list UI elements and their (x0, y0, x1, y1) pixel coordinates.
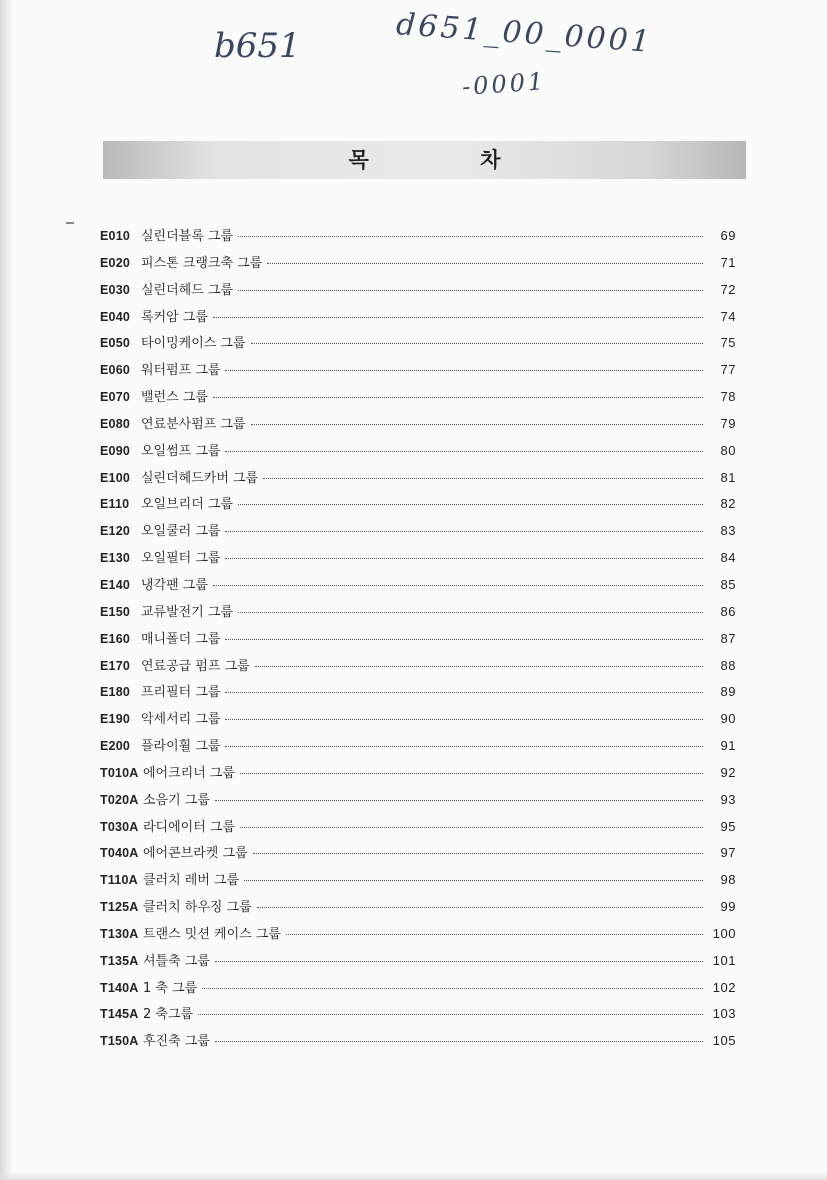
toc-entry-code: T020A (100, 792, 139, 807)
toc-entry-title: 오일쿨러 그룹 (141, 524, 221, 540)
toc-entry-page: 103 (712, 1006, 736, 1022)
dot-leader (225, 745, 703, 747)
toc-entry-code: T010A (100, 765, 139, 780)
toc-entry-code: E090 (100, 443, 130, 458)
toc-entry-page: 91 (720, 738, 736, 754)
dot-leader (251, 342, 703, 344)
toc-entry-code: E050 (100, 336, 130, 351)
table-of-contents (100, 225, 736, 1057)
toc-entry-code: E070 (100, 390, 130, 405)
toc-entry-code: E140 (100, 577, 130, 592)
toc-entry-page: 82 (720, 496, 736, 512)
toc-entry-title: 트랜스 밋션 케이스 그룹 (143, 926, 281, 942)
toc-entry-title: 클러치 레버 그룹 (143, 873, 240, 889)
toc-entry-page: 101 (712, 952, 736, 968)
toc-entry-code: T140A (100, 980, 139, 995)
toc-entry-title: 2 축그룹 (143, 1007, 194, 1023)
dot-leader (213, 584, 703, 586)
toc-entry-page: 81 (720, 469, 736, 485)
toc-entry-title: 록커암 그룹 (141, 309, 208, 325)
toc-entry-code: T110A (100, 873, 138, 888)
dot-leader (198, 1013, 703, 1015)
toc-entry-title: 매니폴더 그룹 (141, 631, 221, 647)
toc-entry-page: 88 (720, 657, 736, 673)
toc-entry-title: 후진축 그룹 (143, 1034, 210, 1050)
dot-leader (202, 987, 703, 989)
toc-entry-title: 냉각팬 그룹 (141, 577, 208, 593)
toc-entry[interactable] (100, 252, 736, 279)
handwritten-doc-number: d651_00_0001 (395, 7, 654, 60)
toc-entry[interactable] (100, 413, 736, 440)
toc-entry-code: E110 (100, 497, 130, 512)
dot-leader (263, 477, 703, 479)
toc-entry-title: 클러치 하우징 그룹 (143, 900, 252, 916)
toc-entry-code: T125A (100, 900, 139, 915)
toc-entry-code: E060 (100, 363, 130, 378)
toc-entry[interactable] (100, 520, 736, 547)
toc-entry[interactable] (100, 601, 736, 628)
toc-entry-title: 악세서리 그룹 (141, 712, 221, 728)
toc-entry-code: T040A (100, 846, 139, 861)
toc-entry[interactable] (100, 869, 736, 896)
toc-entry-code: T145A (100, 1007, 139, 1022)
toc-entry-title: 셔틀축 그룹 (143, 953, 210, 969)
dot-leader (286, 933, 703, 935)
toc-entry-title: 타이밍케이스 그룹 (141, 336, 246, 352)
toc-entry-title: 실린더헤드카버 그룹 (141, 470, 259, 486)
toc-entry-title: 연료분사펌프 그룹 (141, 416, 246, 432)
toc-entry-code: E190 (100, 712, 130, 727)
toc-entry[interactable] (100, 628, 736, 655)
toc-entry-code: E020 (100, 255, 130, 270)
toc-entry-title: 실린더헤드 그룹 (141, 282, 234, 298)
toc-entry-title: 라디에이터 그룹 (143, 819, 236, 835)
toc-entry-page: 93 (720, 791, 736, 807)
toc-entry-page: 80 (720, 442, 736, 458)
toc-entry-title: 실린더블록 그룹 (141, 229, 234, 244)
toc-entry[interactable] (100, 708, 736, 735)
toc-entry-title: 프리필터 그룹 (141, 685, 221, 701)
toc-entry[interactable] (100, 977, 736, 1004)
toc-entry[interactable] (100, 681, 736, 708)
toc-entry[interactable] (100, 279, 736, 306)
toc-entry-page: 71 (720, 254, 736, 270)
dot-leader (238, 289, 703, 291)
toc-entry[interactable] (100, 950, 736, 977)
toc-entry-page: 79 (720, 415, 736, 431)
toc-entry-page: 89 (720, 684, 736, 700)
toc-entry-code: E010 (100, 229, 130, 243)
toc-entry-page: 74 (720, 308, 736, 324)
toc-entry-page: 105 (712, 1033, 736, 1049)
dot-leader (238, 235, 703, 237)
toc-entry-page: 83 (720, 523, 736, 539)
toc-entry[interactable] (100, 225, 736, 252)
toc-title-bar (103, 141, 746, 179)
toc-entry-title: 연료공급 펌프 그룹 (141, 658, 250, 674)
toc-entry-page: 90 (720, 711, 736, 727)
toc-entry[interactable] (100, 1030, 736, 1057)
toc-entry-title: 피스톤 크랭크축 그룹 (141, 255, 263, 271)
toc-entry-page: 75 (720, 335, 736, 351)
dot-leader (267, 262, 703, 264)
scan-edge-shadow (0, 0, 14, 1180)
toc-entry[interactable] (100, 655, 736, 682)
toc-entry-title: 에어콘브라켓 그룹 (143, 846, 248, 862)
dot-leader (225, 638, 703, 640)
dot-leader (225, 557, 703, 559)
toc-entry-page: 102 (712, 979, 736, 995)
dot-leader (213, 316, 703, 318)
toc-entry[interactable] (100, 359, 736, 386)
toc-entry[interactable] (100, 440, 736, 467)
toc-entry-page: 72 (720, 281, 736, 297)
toc-entry-title: 오일썸프 그룹 (141, 443, 221, 459)
toc-entry-code: E080 (100, 416, 130, 431)
toc-entry-code: E150 (100, 604, 130, 619)
dot-leader (215, 960, 703, 962)
dot-leader (251, 423, 703, 425)
dot-leader (225, 369, 703, 371)
toc-entry-code: T030A (100, 819, 139, 834)
toc-entry-title: 교류발전기 그룹 (141, 604, 234, 620)
toc-entry-code: E030 (100, 282, 130, 297)
toc-entry-title: 플라이휠 그룹 (141, 739, 221, 755)
toc-entry-code: E130 (100, 551, 130, 566)
dot-leader (213, 396, 703, 398)
toc-entry-code: E100 (100, 470, 130, 485)
toc-entry[interactable] (100, 493, 736, 520)
toc-entry-title: 워터펌프 그룹 (141, 363, 221, 379)
toc-entry-page: 69 (720, 228, 736, 243)
dot-leader (238, 503, 703, 505)
toc-entry-title: 소음기 그룹 (143, 792, 210, 808)
handwritten-note: b651 (214, 26, 301, 66)
toc-entry-code: E120 (100, 524, 130, 539)
dot-leader (225, 450, 703, 452)
dot-leader (244, 879, 703, 881)
toc-entry-page: 98 (720, 872, 736, 888)
page-title: 목 차 (348, 148, 553, 172)
toc-entry-code: E200 (100, 739, 130, 754)
toc-entry-code: E160 (100, 631, 130, 646)
toc-entry[interactable] (100, 923, 736, 950)
handwritten-sub-number: -0001 (461, 67, 548, 101)
toc-entry-code: E170 (100, 658, 130, 673)
dot-leader (253, 852, 703, 854)
toc-entry[interactable] (100, 842, 736, 869)
toc-entry-page: 100 (712, 925, 736, 941)
toc-entry-code: E040 (100, 309, 130, 324)
toc-entry[interactable] (100, 1003, 736, 1030)
dot-leader (215, 1040, 703, 1042)
toc-entry-page: 86 (720, 603, 736, 619)
toc-entry-page: 97 (720, 845, 736, 861)
toc-entry-title: 에어크리너 그룹 (143, 765, 236, 781)
toc-entry[interactable] (100, 467, 736, 494)
toc-entry[interactable] (100, 386, 736, 413)
toc-entry[interactable] (100, 762, 736, 789)
margin-mark (66, 222, 74, 224)
toc-entry-title: 밸런스 그룹 (141, 390, 208, 406)
toc-entry[interactable] (100, 735, 736, 762)
toc-entry-code: T135A (100, 953, 139, 968)
toc-entry[interactable] (100, 332, 736, 359)
toc-entry[interactable] (100, 306, 736, 333)
toc-entry-page: 84 (720, 550, 736, 566)
dot-leader (215, 799, 703, 801)
dot-leader (238, 611, 703, 613)
toc-entry-code: T130A (100, 926, 139, 941)
toc-entry-code: E180 (100, 685, 130, 700)
toc-entry[interactable] (100, 816, 736, 843)
toc-entry-page: 92 (720, 764, 736, 780)
dot-leader (240, 826, 703, 828)
toc-entry-title: 오일필터 그룹 (141, 551, 221, 567)
toc-entry-page: 77 (720, 362, 736, 378)
dot-leader (225, 691, 703, 693)
toc-entry-page: 78 (720, 389, 736, 405)
toc-entry-page: 95 (720, 818, 736, 834)
toc-entry[interactable] (100, 789, 736, 816)
dot-leader (240, 772, 703, 774)
toc-entry-page: 85 (720, 576, 736, 592)
toc-entry-title: 오일브리더 그룹 (141, 497, 234, 513)
toc-entry[interactable] (100, 574, 736, 601)
dot-leader (257, 906, 703, 908)
toc-entry-title: 1 축 그룹 (143, 980, 198, 996)
dot-leader (225, 530, 703, 532)
scan-bottom-shadow (0, 1172, 827, 1180)
toc-entry-page: 87 (720, 630, 736, 646)
dot-leader (225, 718, 703, 720)
toc-entry[interactable] (100, 896, 736, 923)
toc-entry-code: T150A (100, 1034, 139, 1049)
toc-entry[interactable] (100, 547, 736, 574)
dot-leader (255, 665, 703, 667)
toc-entry-page: 99 (720, 899, 736, 915)
